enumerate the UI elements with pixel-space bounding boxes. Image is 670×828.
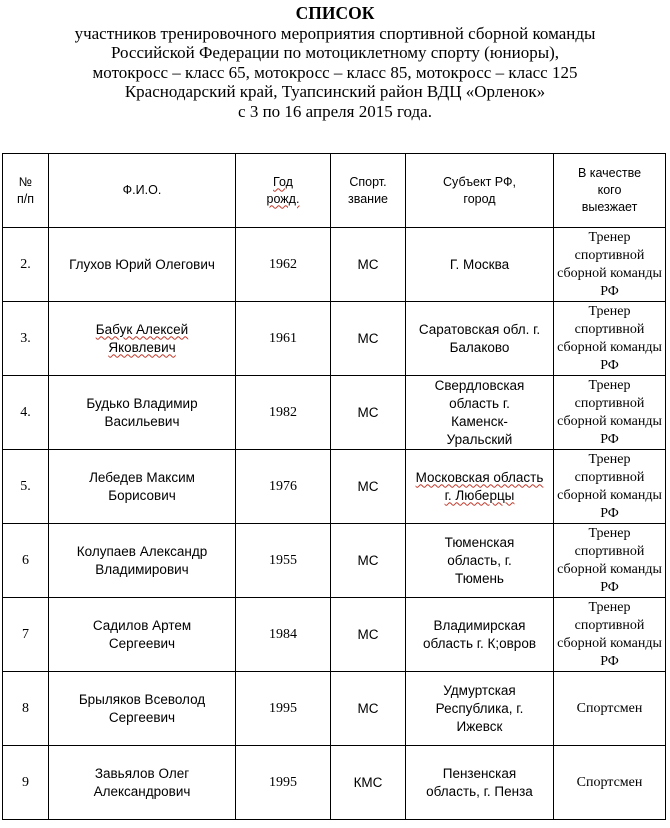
cell-year: 1962 — [236, 228, 331, 302]
cell-role: Тренер спортивной сборной команды РФ — [554, 228, 666, 302]
cell-region: Пензенская область, г. Пенза — [406, 746, 554, 820]
cell-role: Тренер спортивной сборной команды РФ — [554, 598, 666, 672]
col-header-year: Год рожд. — [236, 154, 331, 228]
cell-region: Удмуртская Республика, г. Ижевск — [406, 672, 554, 746]
cell-num: 7 — [3, 598, 49, 672]
participants-table — [2, 153, 666, 820]
cell-name: Садилов Артем Сергеевич — [49, 598, 236, 672]
cell-rank: МС — [331, 376, 406, 450]
cell-name: Завьялов Олег Александрович — [49, 746, 236, 820]
col-header-rank: Спорт. звание — [331, 154, 406, 228]
cell-num: 9 — [3, 746, 49, 820]
header-line-4: Краснодарский край, Туапсинский район ВДЦ «Орленок» — [124, 82, 546, 101]
cell-rank: МС — [331, 302, 406, 376]
cell-num: 3. — [3, 302, 49, 376]
cell-num: 4. — [3, 376, 49, 450]
col-header-region: Субъект РФ, город — [406, 154, 554, 228]
cell-name: Будько Владимир Васильевич — [49, 376, 236, 450]
table-row — [3, 598, 666, 672]
table-row — [3, 524, 666, 598]
cell-role: Тренер спортивной сборной команды РФ — [554, 376, 666, 450]
cell-rank: МС — [331, 228, 406, 302]
header-line-2: Российской Федерации по мотоциклетному спорту (юниоры), — [110, 43, 560, 62]
table-row — [3, 746, 666, 820]
cell-year: 1995 — [236, 672, 331, 746]
document-title: СПИСОК — [295, 3, 375, 23]
cell-rank: КМС — [331, 746, 406, 820]
cell-rank: МС — [331, 524, 406, 598]
header-line-5: с 3 по 16 апреля 2015 года. — [238, 101, 432, 121]
col-header-role: В качестве кого выезжает — [554, 154, 666, 228]
cell-role: Спортсмен — [554, 746, 666, 820]
cell-region: Владимирская область г. К;овров — [406, 598, 554, 672]
cell-year: 1984 — [236, 598, 331, 672]
cell-num: 2. — [3, 228, 49, 302]
cell-role: Спортсмен — [554, 672, 666, 746]
cell-role: Тренер спортивной сборной команды РФ — [554, 302, 666, 376]
cell-year: 1995 — [236, 746, 331, 820]
cell-region: Г. Москва — [406, 228, 554, 302]
table-row — [3, 672, 666, 746]
cell-num: 6 — [3, 524, 49, 598]
table-header-row — [3, 154, 666, 228]
cell-region: Свердловская область г. Каменск- Уральский — [406, 376, 554, 450]
cell-name: Лебедев Максим Борисович — [49, 450, 236, 524]
cell-num: 5. — [3, 450, 49, 524]
cell-name: Бабук Алексей Яковлевич — [49, 302, 236, 376]
cell-role: Тренер спортивной сборной команды РФ — [554, 450, 666, 524]
header-line-3: мотокросс – класс 65, мотокросс – класс 85, мотокросс – класс 125 — [92, 62, 578, 82]
cell-num: 8 — [3, 672, 49, 746]
cell-year: 1961 — [236, 302, 331, 376]
cell-name: Колупаев Александр Владимирович — [49, 524, 236, 598]
cell-rank: МС — [331, 450, 406, 524]
table-row — [3, 450, 666, 524]
cell-rank: МС — [331, 672, 406, 746]
cell-region: Тюменская область, г. Тюмень — [406, 524, 554, 598]
header-line-1: участников тренировочного мероприятия спортивной сборной команды — [74, 23, 596, 43]
cell-year: 1982 — [236, 376, 331, 450]
cell-name: Брыляков Всеволод Сергеевич — [49, 672, 236, 746]
cell-region: Московская область г. Люберцы — [406, 450, 554, 524]
col-header-num: № п/п — [3, 154, 49, 228]
table-row — [3, 302, 666, 376]
document-header — [0, 4, 670, 121]
table-row — [3, 228, 666, 302]
cell-role: Тренер спортивной сборной команды РФ — [554, 524, 666, 598]
col-header-name: Ф.И.О. — [49, 154, 236, 228]
cell-region: Саратовская обл. г. Балаково — [406, 302, 554, 376]
cell-rank: МС — [331, 598, 406, 672]
cell-year: 1976 — [236, 450, 331, 524]
table-row — [3, 376, 666, 450]
cell-name: Глухов Юрий Олегович — [49, 228, 236, 302]
cell-year: 1955 — [236, 524, 331, 598]
